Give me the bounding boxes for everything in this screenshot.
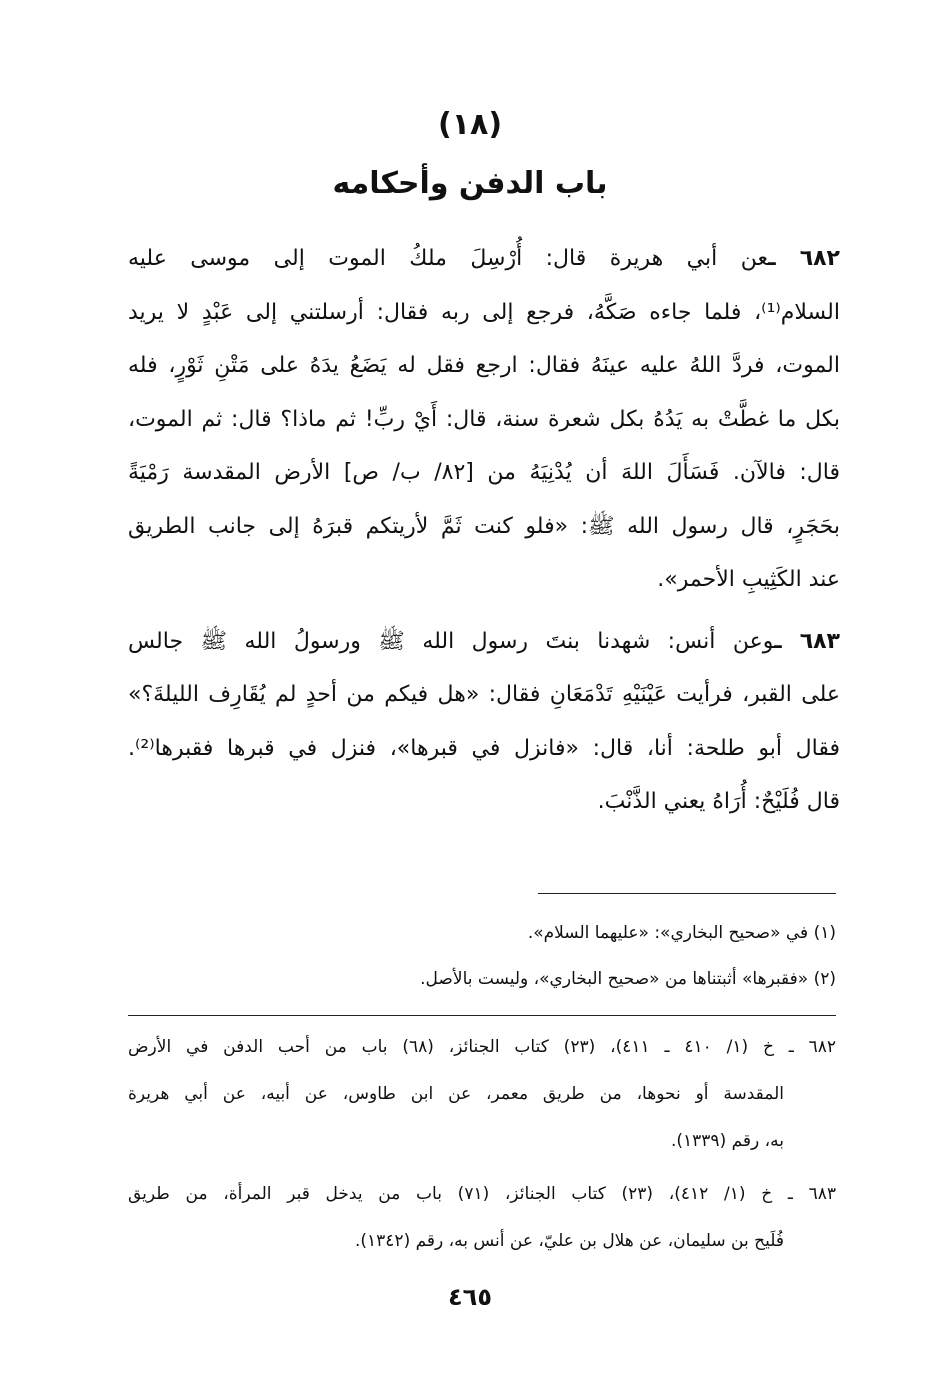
- source-682: [128, 1024, 836, 1165]
- source-line: فُلَيح بن سليمان، عن هلال بن عليّ، عن أنس به، رقم (١٣٤٢).: [354, 1231, 784, 1251]
- page-number: ٤٦٥: [448, 1283, 492, 1311]
- main-text: [128, 232, 840, 829]
- sources-divider: [128, 1015, 836, 1016]
- source-line: ٦٨٢ ـ خ (١/ ٤١٠ ـ ٤١١)، (٢٣) كتاب الجنائز، (٦٨) باب من أحب الدفن في الأرض: [128, 1037, 836, 1057]
- hadith-line: بحَجَرٍ، قال رسول الله ﷺ: «فلو كنت ثَمَّ لأريتكم قبرَهُ إلى جانب الطريق: [128, 513, 840, 539]
- footnote-divider: [538, 893, 836, 894]
- source-line: به، رقم (١٣٣٩).: [670, 1131, 784, 1151]
- paragraph-gap: [128, 607, 840, 615]
- hadith-line: قال فُلَيْحٌ: أُرَاهُ يعني الذَّنْبَ.: [597, 789, 840, 814]
- footnotes: [128, 910, 836, 1002]
- hadith-line: الموت، فردَّ اللهُ عليه عينَهُ فقال: ارجع فقل له يَضَعُ يدَهُ على مَتْنِ ثَوْرٍ، فله: [128, 353, 840, 378]
- footnote-1: (١) في «صحيح البخاري»: «عليهما السلام».: [527, 923, 836, 943]
- hadith-number: ٦٨٢ ـ: [768, 246, 840, 271]
- chapter-title: باب الدفن وأحكامه: [332, 166, 608, 201]
- source-line: المقدسة أو نحوها، من طريق معمر، عن ابن طاوس، عن أبيه، عن أبي هريرة: [128, 1084, 784, 1104]
- hadith-number: ٦٨٣ ـ: [774, 628, 840, 654]
- hadith-line: قال: فالآن. فَسَأَلَ اللهَ أن يُدْنِيَهُ من [٨٢/ ب/ ص] الأرض المقدسة رَمْيَةً: [128, 460, 840, 485]
- hadith-line: بكل ما غطَّتْ به يَدُهُ بكل شعرة سنة، قال: أَيْ ربِّ! ثم ماذا؟ قال: ثم الموت،: [128, 406, 840, 432]
- hadith-line: فقال أبو طلحة: أنا، قال: «فانزل في قبرها»، فنزل في قبرها فقبرها⁽²⁾.: [128, 735, 840, 761]
- hadith-683: [128, 615, 840, 829]
- hadith-line: [128, 615, 840, 669]
- hadith-text: عن أبي هريرة قال: أُرْسِلَ ملكُ الموت إلى موسى عليه: [128, 246, 769, 271]
- hadith-text: وعن أنس: شهدنا بنتَ رسول الله ﷺ ورسولُ الله ﷺ جالس: [128, 628, 775, 654]
- source-line: ٦٨٣ ـ خ (١/ ٤١٢)، (٢٣) كتاب الجنائز، (٧١) باب من يدخل قبر المرأة، من طريق: [128, 1184, 836, 1204]
- hadith-line: على القبر، فرأيت عَيْنَيْهِ تَدْمَعَانِ فقال: «هل فيكم من أحدٍ لم يُقَارِف الليلةَ؟»: [128, 682, 840, 707]
- chapter-number: (١٨): [437, 107, 503, 142]
- hadith-682: [128, 232, 840, 607]
- hadith-line: السلام⁽¹⁾، فلما جاءه صَكَّهُ، فرجع إلى ربه فقال: أرسلتني إلى عَبْدٍ لا يريد: [128, 299, 840, 325]
- hadith-line: [128, 232, 840, 286]
- hadith-line: عند الكَثِيبِ الأحمر».: [657, 567, 840, 592]
- footnote-2: (٢) «فقبرها» أثبتناها من «صحيح البخاري»، وليست بالأصل.: [420, 969, 836, 989]
- source-references: [128, 1024, 836, 1265]
- source-683: [128, 1171, 836, 1265]
